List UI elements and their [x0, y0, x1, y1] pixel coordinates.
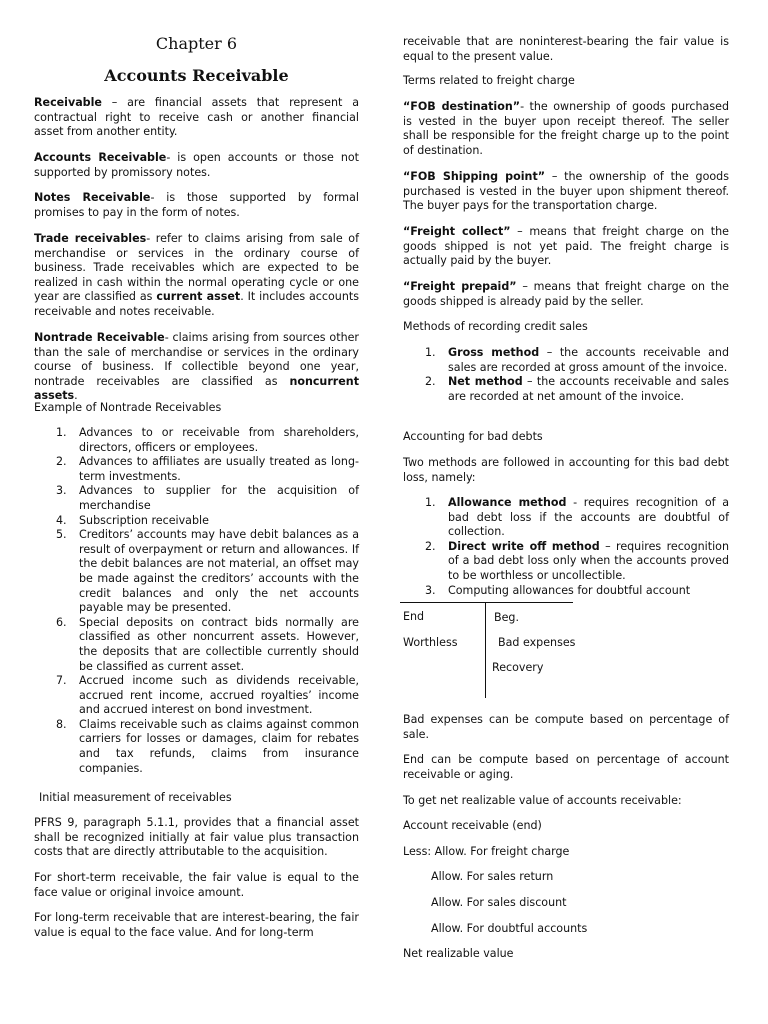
- nontrade-receivable-paragraph: Nontrade Receivable- claims arising from sources other than the sale of merchandise or services in the ordinary course of business. If collectible beyond one year, nontrade receivables are classified as noncurrent assets.: [34, 331, 359, 403]
- bad-debt-methods-list: [403, 496, 729, 598]
- nontrade-examples-list: [34, 426, 359, 776]
- list-item: 5. Creditors’ accounts may have debit balances as a result of overpayment or return and allowances. If the debit balances are not material, an offset may be made against the creditors’ accounts with the credit balances and only the net accounts payable may be presented.: [56, 528, 359, 615]
- receivable-paragraph: Receivable – are financial assets that represent a contractual right to receive cash or another financial asset from another entity.: [34, 96, 359, 139]
- nrv-line: Allow. For sales discount: [431, 896, 567, 909]
- list-item: 2. Direct write off method – requires recognition of a bad debt loss only when the accounts proved to be worthless or uncollectible.: [425, 539, 729, 582]
- accounts-receivable-paragraph: Accounts Receivable- is open accounts or those not supported by promissory notes.: [34, 151, 359, 179]
- trade-receivables-paragraph: Trade receivables- refer to claims arising from sale of merchandise or services in the ordinary course of business. Trade receivables which are expected to be realized in cash within the normal operating cycle or one year are classified as current asset. It includes accounts receivable and notes receivable.: [34, 232, 360, 318]
- list-item: 8. Claims receivable such as claims against common carriers for losses or damages, claim for rebates and tax refunds, claims from insurance companies.: [56, 717, 359, 775]
- freight-collect-paragraph: “Freight collect” – means that freight charge on the goods shipped is not yet paid. The freight charge is actually paid by the buyer.: [403, 225, 729, 268]
- two-methods-paragraph: Two methods are followed in accounting for this bad debt loss, namely:: [403, 456, 729, 484]
- notes-receivable-paragraph: Notes Receivable- is those supported by formal promises to pay in the form of notes.: [34, 191, 359, 219]
- list-item: 6. Special deposits on contract bids normally are classified as other noncurrent assets. However, the deposits that are collectible currently should be classified as current asset.: [56, 615, 359, 673]
- chapter-title: Chapter 6: [155, 34, 238, 53]
- continued-paragraph: receivable that are noninterest-bearing the fair value is equal to the present value.: [403, 35, 729, 63]
- nrv-line: Allow. For sales return: [431, 870, 554, 883]
- list-item: 1. Advances to or receivable from shareholders, directors, officers or employees.: [56, 426, 359, 454]
- nrv-total-line: Net realizable value: [403, 947, 514, 960]
- t-account-left-entry: Worthless: [403, 636, 458, 649]
- list-item: 2. Advances to affiliates are usually treated as long-term investments.: [56, 455, 359, 483]
- example-heading: Example of Nontrade Receivables: [34, 401, 222, 414]
- nrv-line: Account receivable (end): [403, 819, 542, 832]
- bad-debts-heading: Accounting for bad debts: [403, 430, 543, 443]
- t-account-top-line: [400, 602, 573, 603]
- end-note: End can be compute based on percentage of account receivable or aging.: [403, 753, 729, 781]
- nrv-heading: To get net realizable value of accounts receivable:: [403, 794, 682, 807]
- freight-heading: Terms related to freight charge: [403, 74, 575, 87]
- t-account: [400, 602, 580, 702]
- t-account-left-entry: End: [403, 610, 425, 623]
- credit-sales-methods-list: [403, 346, 729, 404]
- list-item: 1. Allowance method - requires recognition of a bad debt loss if the accounts are doubtful of collection.: [425, 496, 729, 539]
- initial-measurement-heading: Initial measurement of receivables: [39, 791, 232, 804]
- nrv-line: Less: Allow. For freight charge: [403, 845, 570, 858]
- fob-shipping-paragraph: “FOB Shipping point” – the ownership of the goods purchased is vested in the buyer upon shipment thereof. The buyer pays for the transportation charge.: [403, 170, 729, 213]
- methods-heading: Methods of recording credit sales: [403, 320, 588, 333]
- list-item: 3. Computing allowances for doubtful account: [425, 583, 691, 597]
- page-title: Accounts Receivable: [104, 66, 289, 85]
- long-term-paragraph: For long-term receivable that are interest-bearing, the fair value is equal to the face value. And for long-term: [34, 911, 359, 939]
- freight-prepaid-paragraph: “Freight prepaid” – means that freight charge on the goods shipped is already paid by the seller.: [403, 280, 729, 308]
- fob-destination-paragraph: “FOB destination”- the ownership of goods purchased is vested in the buyer upon receipt thereof. The seller shall be responsible for the freight charge up to the point of destination.: [403, 100, 730, 157]
- list-item: 7. Accrued income such as dividends receivable, accrued rent income, accrued royalties’ income and accrued interest on bond investment.: [56, 674, 359, 717]
- list-item: 3. Advances to supplier for the acquisition of merchandise: [56, 484, 359, 512]
- list-item: 4. Subscription receivable: [56, 513, 209, 527]
- t-account-right-entry: Bad expenses: [498, 636, 576, 649]
- t-account-right-entry: Recovery: [492, 661, 544, 674]
- t-account-divider: [485, 602, 486, 698]
- pfrs-paragraph: PFRS 9, paragraph 5.1.1, provides that a financial asset shall be recognized initially at fair value plus transaction costs that are directly attributable to the acquisition.: [34, 816, 359, 859]
- short-term-paragraph: For short-term receivable, the fair value is equal to the face value or original invoice amount.: [34, 871, 359, 899]
- nrv-line: Allow. For doubtful accounts: [431, 922, 588, 935]
- t-account-right-entry: Beg.: [494, 611, 520, 624]
- bad-expenses-note: Bad expenses can be compute based on percentage of sale.: [403, 713, 729, 741]
- list-item: 1. Gross method – the accounts receivable and sales are recorded at gross amount of the invoice.: [425, 346, 729, 374]
- list-item: 2. Net method – the accounts receivable and sales are recorded at net amount of the invoice.: [425, 375, 729, 403]
